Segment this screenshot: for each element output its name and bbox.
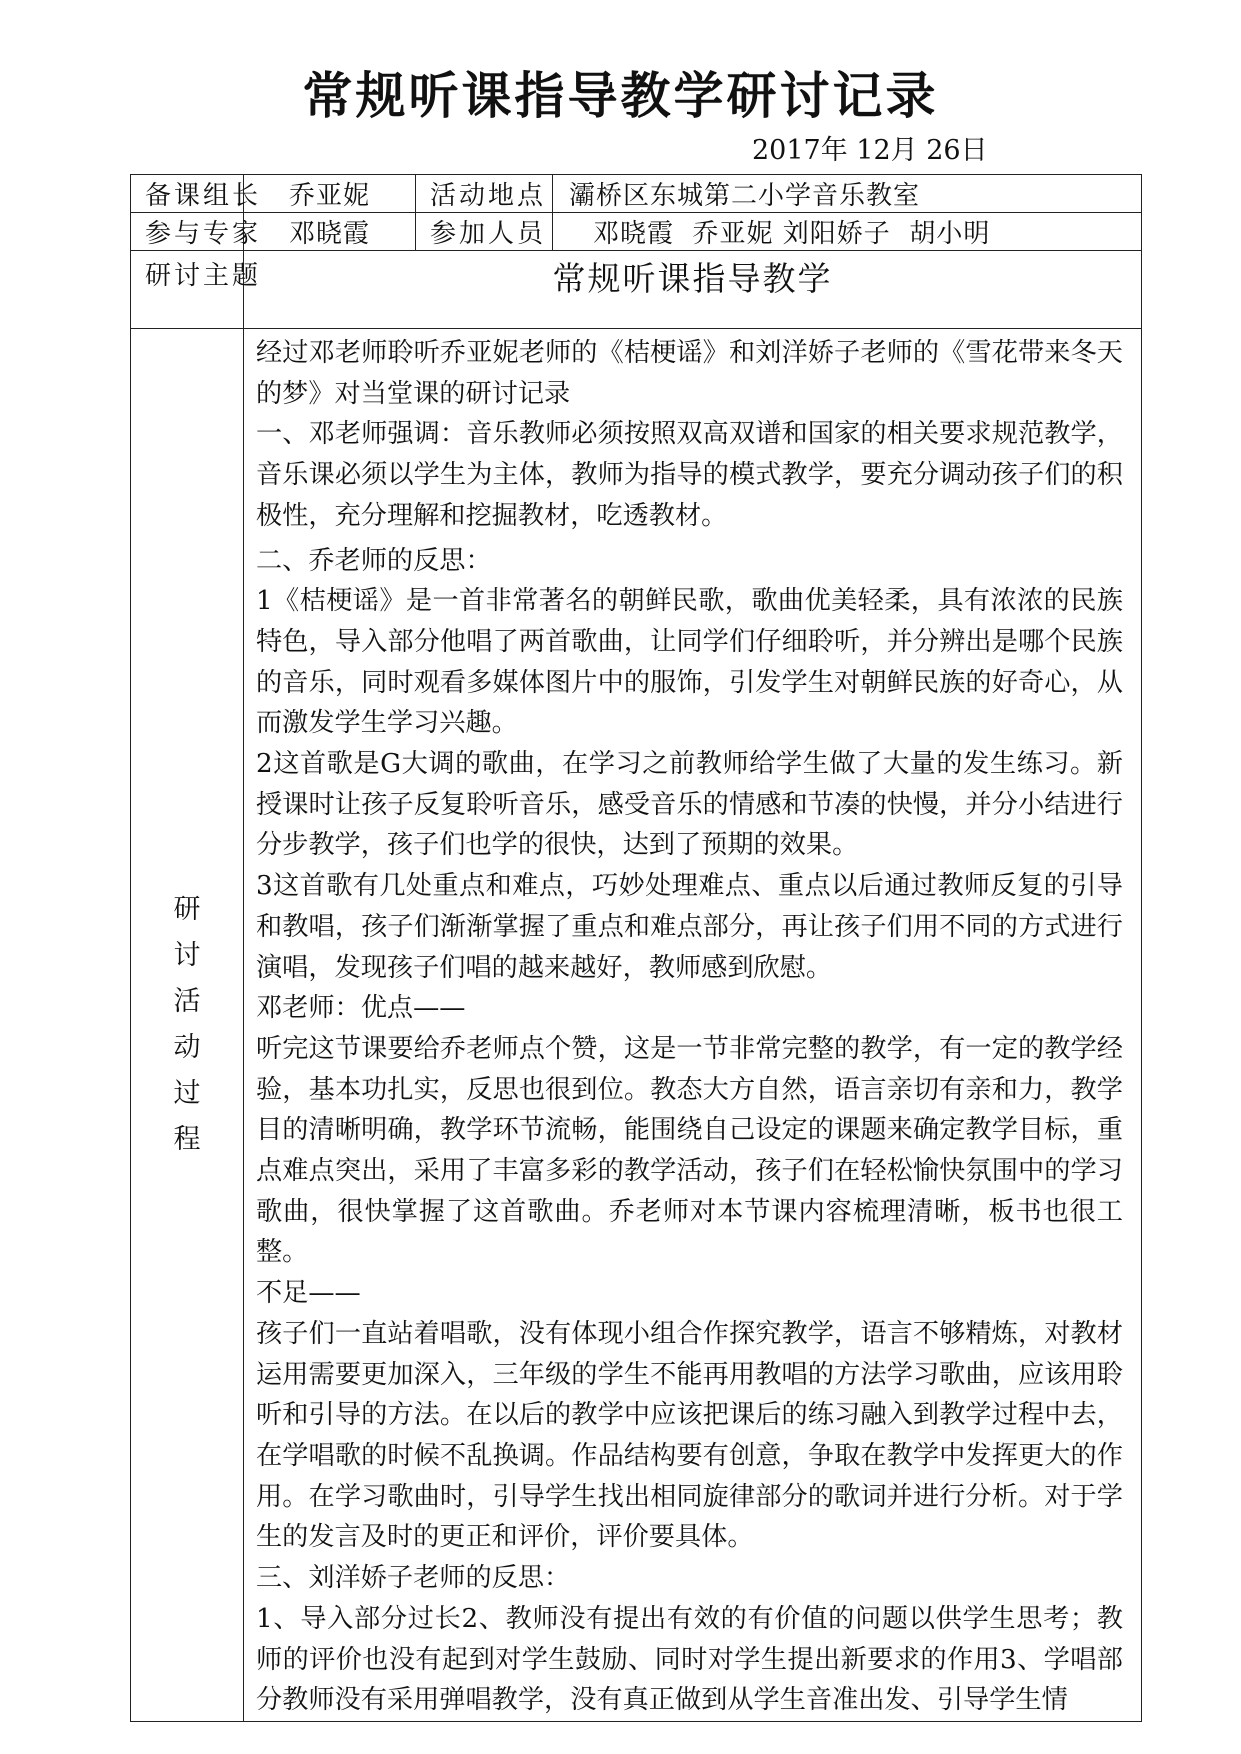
- process-label-char: 研: [173, 893, 201, 925]
- row-leader-location: [131, 175, 1142, 213]
- paragraph-intro: 经过邓老师聆听乔亚妮老师的《桔梗谣》和刘洋娇子老师的《雪花带来冬天的梦》对当堂课的研讨记录: [256, 338, 1123, 409]
- process-label: [131, 329, 244, 1722]
- paragraph-deng-pros-heading: 邓老师：优点——: [256, 993, 466, 1024]
- leader-label: 备课组长: [131, 175, 244, 213]
- expert-value: 邓晓霞: [244, 213, 416, 251]
- process-label-char: 过: [173, 1077, 201, 1109]
- paragraph-qiao-3: 3这首歌有几处重点和难点，巧妙处理难点、重点以后通过教师反复的引导和教唱，孩子们渐渐掌握了重点和难点部分，再让孩子们用不同的方式进行演唱，发现孩子们唱的越来越好，教师感到欣慰。: [256, 871, 1123, 983]
- paragraph-deng-pros: 听完这节课要给乔老师点个赞，这是一节非常完整的教学，有一定的教学经验，基本功扎实，反思也很到位。教态大方自然，语言亲切有亲和力，教学目的清晰明确，教学环节流畅，能围绕自己设定的课题来确定教学目标，重点难点突出，采用了丰富多彩的教学活动，孩子们在轻松愉快氛围中的学习歌曲，很快掌握了这首歌曲。乔老师对本节课内容梳理清晰，板书也很工整。: [256, 1033, 1123, 1268]
- topic-value: 常规听课指导教学: [244, 251, 1142, 329]
- row-topic: [131, 251, 1142, 329]
- leader-value: 乔亚妮: [244, 175, 416, 213]
- paragraph-emphasis: 一、邓老师强调：音乐教师必须按照双高双谱和国家的相关要求规范教学，音乐课必须以学生为主体，教师为指导的模式教学，要充分调动孩子们的积极性，充分理解和挖掘教材，吃透教材。: [256, 419, 1123, 531]
- topic-label: 研讨主题: [131, 251, 244, 329]
- row-process: [131, 329, 1142, 1722]
- paragraph-cons-heading: 不足——: [256, 1278, 361, 1309]
- paragraph-heading-liu: 三、刘洋娇子老师的反思：: [256, 1563, 571, 1594]
- process-label-char: 活: [173, 985, 201, 1017]
- participants-label: 参加人员: [416, 213, 553, 251]
- paragraph-qiao-1: 1《桔梗谣》是一首非常著名的朝鲜民歌，歌曲优美轻柔，具有浓浓的民族特色，导入部分他唱了两首歌曲，让同学们仔细聆听，并分辨出是哪个民族的音乐，同时观看多媒体图片中的服饰，引发学生对朝鲜民族的好奇心，从而激发学生学习兴趣。: [256, 586, 1123, 739]
- location-label: 活动地点: [416, 175, 553, 213]
- location-value: 灞桥区东城第二小学音乐教室: [553, 175, 1142, 213]
- process-label-char: 程: [173, 1123, 201, 1155]
- process-label-char: 动: [173, 1031, 201, 1063]
- paragraph-qiao-2: 2这首歌是G大调的歌曲，在学习之前教师给学生做了大量的发生练习。新授课时让孩子反复聆听音乐，感受音乐的情感和节凑的快慢，并分小结进行分步教学，孩子们也学的很快，达到了预期的效果。: [256, 749, 1123, 861]
- page-title: 常规听课指导教学研讨记录: [302, 67, 939, 125]
- process-content: [244, 329, 1142, 1722]
- participants-value: 邓晓霞 乔亚妮 刘阳娇子 胡小明: [553, 213, 1142, 251]
- paragraph-cons: 孩子们一直站着唱歌，没有体现小组合作探究教学，语言不够精炼，对教材运用需要更加深入，三年级的学生不能再用教唱的方法学习歌曲，应该用聆听和引导的方法。在以后的教学中应该把课后的练习融入到教学过程中去，在学唱歌的时候不乱换调。作品结构要有创意，争取在教学中发挥更大的作用。在学习歌曲时，引导学生找出相同旋律部分的歌词并进行分析。对于学生的发言及时的更正和评价，评价要具体。: [256, 1318, 1123, 1553]
- expert-label: 参与专家: [131, 213, 244, 251]
- record-table: [130, 174, 1142, 1722]
- row-expert-participants: [131, 213, 1142, 251]
- process-label-char: 讨: [173, 939, 201, 971]
- paragraph-liu: 1、导入部分过长2、教师没有提出有效的有价值的问题以供学生思考；教师的评价也没有起到对学生鼓励、同时对学生提出新要求的作用3、学唱部分教师没有采用弹唱教学，没有真正做到从学生音准出发、引导学生情: [256, 1603, 1123, 1716]
- paragraph-heading-qiao: 二、乔老师的反思：: [256, 545, 492, 576]
- record-date: 2017年 12月 26日: [752, 135, 988, 166]
